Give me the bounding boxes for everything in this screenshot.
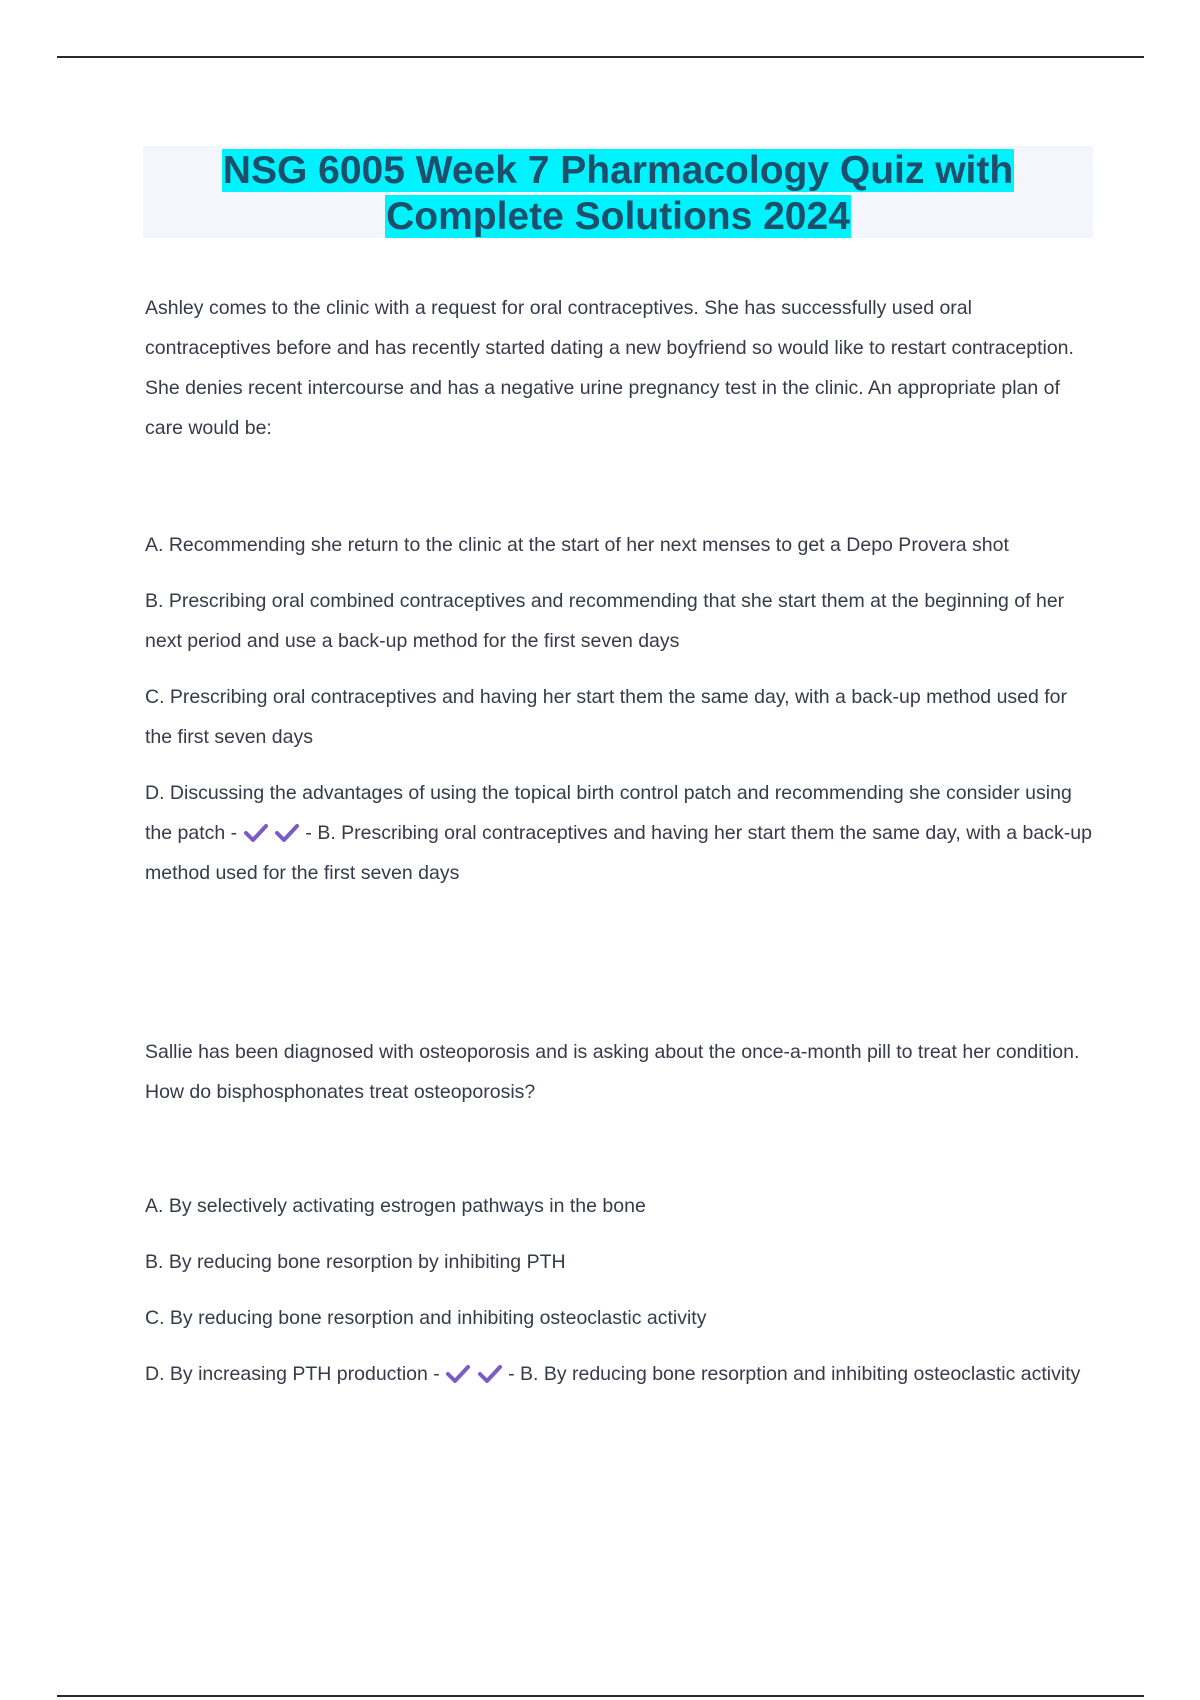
question-1-options <box>145 525 1095 909</box>
question-2-options <box>145 1186 1095 1410</box>
question-1-option-d <box>145 773 1095 893</box>
bottom-rule <box>57 1695 1144 1697</box>
top-rule <box>57 56 1144 58</box>
question-2-stem: Sallie has been diagnosed with osteoporosis and is asking about the once-a-month pill to treat her condition. How do bisphosphonates treat osteoporosis? <box>145 1041 1080 1103</box>
checkmark-icon <box>243 823 269 843</box>
question-1 <box>145 288 1095 448</box>
question-2-option-b: B. By reducing bone resorption by inhibiting PTH <box>145 1251 566 1273</box>
title-banner <box>143 146 1093 238</box>
checkmark-icon <box>274 823 300 843</box>
checkmark-icon <box>445 1364 471 1384</box>
checkmark-icon <box>477 1364 503 1384</box>
question-2 <box>145 1032 1095 1112</box>
question-1-stem: Ashley comes to the clinic with a request for oral contraceptives. She has successfully used oral contraceptives before and has recently started dating a new boyfriend so would like to restart contraception. She denies recent intercourse and has a negative urine pregnancy test in the clinic. An appropriate plan of care would be: <box>145 297 1074 439</box>
question-2-option-d <box>145 1354 1095 1394</box>
question-1-option-b: B. Prescribing oral combined contraceptives and recommending that she start them at the beginning of her next period and use a back-up method for the first seven days <box>145 590 1065 652</box>
question-2-option-d-text: D. By increasing PTH production - <box>145 1363 440 1385</box>
question-2-answer: - B. By reducing bone resorption and inhibiting osteoclastic activity <box>508 1363 1081 1385</box>
question-1-option-a: A. Recommending she return to the clinic at the start of her next menses to get a Depo Provera shot <box>145 534 1009 556</box>
question-2-option-c: C. By reducing bone resorption and inhibiting osteoclastic activity <box>145 1307 707 1329</box>
question-1-answer: - B. Prescribing oral contraceptives and having her start them the same day, with a back-up method used for the first seven days <box>145 822 1092 884</box>
document-title <box>143 146 1093 240</box>
title-line-1: NSG 6005 Week 7 Pharmacology Quiz with <box>222 149 1014 192</box>
question-2-option-a: A. By selectively activating estrogen pathways in the bone <box>145 1195 646 1217</box>
question-1-option-c: C. Prescribing oral contraceptives and having her start them the same day, with a back-up method used for the first seven days <box>145 686 1068 748</box>
question-1-option-d-text: D. Discussing the advantages of using the topical birth control patch and recommending she consider using the patch - <box>145 782 1072 844</box>
title-line-2: Complete Solutions 2024 <box>386 195 850 238</box>
